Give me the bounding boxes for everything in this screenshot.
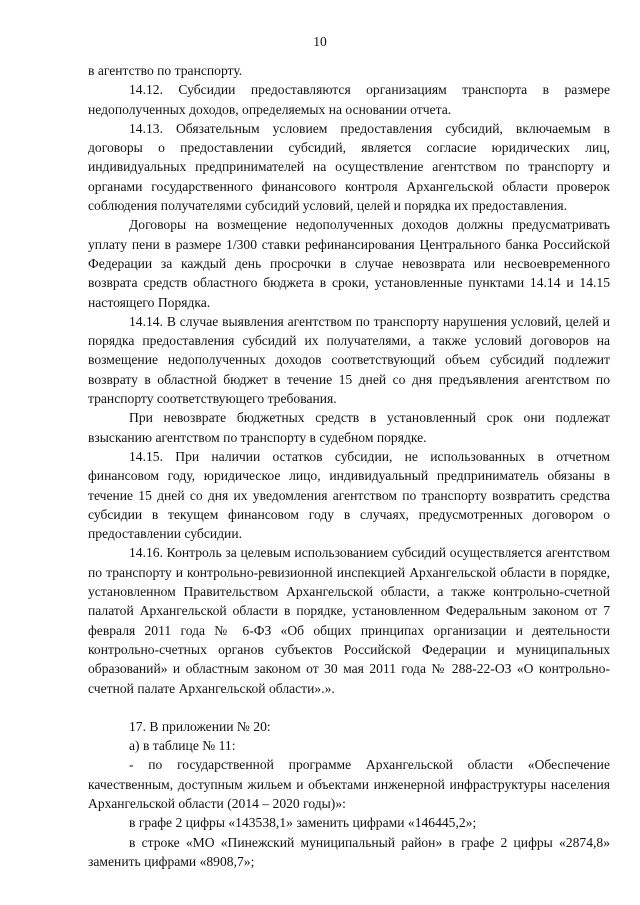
paragraph-14-12: 14.12. Субсидии предоставляются организациям транспорта в размере недополученных доходов, определяемых на основании отчета. <box>88 82 610 117</box>
paragraph-non-return: При невозврате бюджетных средств в установленный срок они подлежат взысканию агентством по транспорту в судебном порядке. <box>88 410 610 445</box>
paragraph-contracts-penalty: Договоры на возмещение недополученных доходов должны предусматривать уплату пени в размере 1/300 ставки рефинансирования Центрального банка Российской Федерации за каждый день просрочки в случае невозврата или несвоевременного возврата средств областного бюджета в сроки, установленные пунктами 14.14 и 14.15 настоящего Порядка. <box>88 217 610 310</box>
paragraph-continuation: в агентство по транспорту. <box>88 63 243 78</box>
paragraph-14-16: 14.16. Контроль за целевым использованием субсидий осуществляется агентством по транспорту и контрольно-ревизионной инспекцией Архангельской области в порядке, установленном Правительством Архангельской области, а также контрольно-счетной палатой Архангельской области в порядке, установленном Федеральным законом от 7 февраля 2011 года № 6-ФЗ «Об общих принципах организации и деятельности контрольно-счетных органов субъектов Российской Федерации и муниципальных образований» и областным законом от 30 мая 2011 года № 288-22-ОЗ «О контрольно-счетной палате Архангельской области».». <box>88 545 610 696</box>
paragraph-item-a: а) в таблице № 11: <box>129 738 236 754</box>
paragraph-14-14: 14.14. В случае выявления агентством по транспорту нарушения условий, целей и порядка предоставления субсидий их получателями, а также условий договоров на возмещение недополученных доходов соответствующий объем субсидий подлежит возврату в областной бюджет в течение 15 дней со дня предъявления агентством по транспорту соответствующего требования. <box>88 313 610 407</box>
page-number: 10 <box>313 34 327 49</box>
paragraph-program: - по государственной программе Архангельской области «Обеспечение качественным, доступным жильем и объектами инженерной инфраструктуры населения Архангельской области (2014 – 2020 годы)»: <box>88 757 610 811</box>
paragraph-item-17: 17. В приложении № 20: <box>129 718 271 734</box>
paragraph-pinega-row-change: в строке «МО «Пинежский муниципальный район» в графе 2 цифры «2874,8» заменить цифрами «8908,7»; <box>88 834 610 869</box>
document-body <box>88 61 610 871</box>
paragraph-14-13: 14.13. Обязательным условием предоставления субсидий, включаемым в договоры о предоставлении субсидий, является согласие юридических лиц, индивидуальных предпринимателей на осуществление агентством по транспорту и органами государственного финансового контроля Архангельской области проверок соблюдения получателями субсидий условий, целей и порядка их предоставления. <box>88 120 610 214</box>
paragraph-column-2-change: в графе 2 цифры «143538,1» заменить цифрами «146445,2»; <box>129 815 477 831</box>
paragraph-14-15: 14.15. При наличии остатков субсидии, не использованных в отчетном финансовом году, юридическое лицо, индивидуальный предприниматель обязаны в течение 15 дней со дня их уведомления агентством по транспорту возвратить средства субсидии в текущем финансовом году в случаях, предусмотренных договором о предоставлении субсидии. <box>88 448 610 542</box>
